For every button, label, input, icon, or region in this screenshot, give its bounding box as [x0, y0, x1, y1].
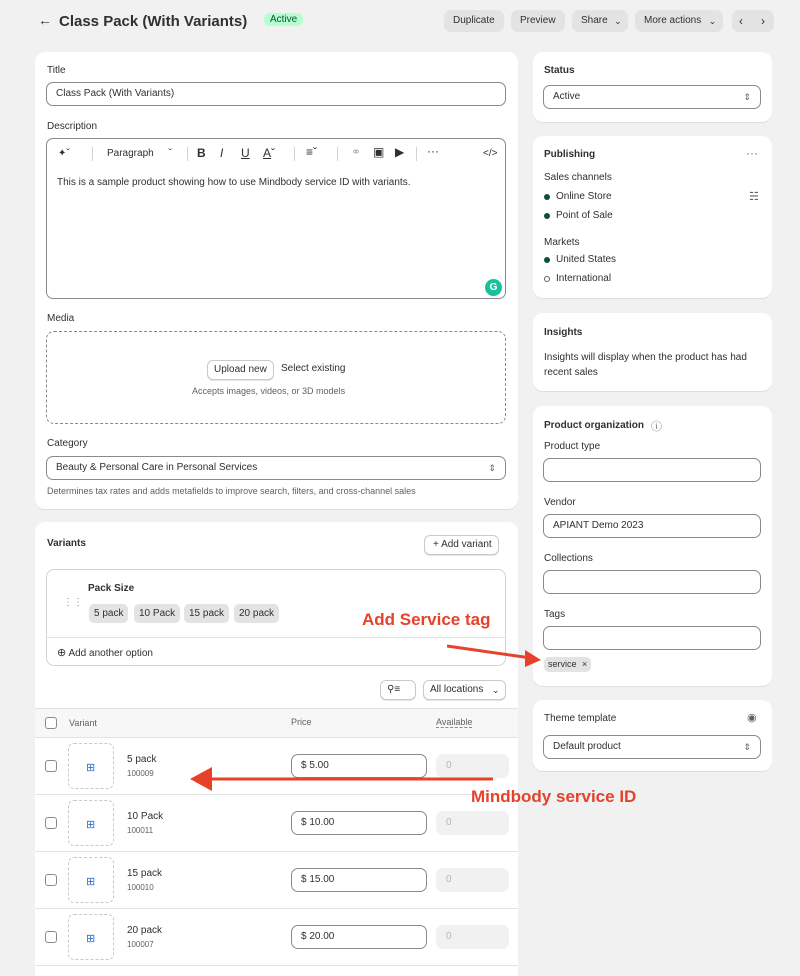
media-hint: Accepts images, videos, or 3D models: [192, 386, 346, 396]
sales-channels-label: Sales channels: [544, 172, 612, 183]
available-input[interactable]: 0: [436, 811, 509, 835]
toolbar-divider: [416, 147, 417, 161]
channel-item: Online Store: [556, 191, 612, 202]
title-input[interactable]: Class Pack (With Variants): [46, 82, 506, 106]
locations-filter-label: All locations: [430, 684, 484, 695]
tag-chip: [544, 657, 591, 672]
table-row[interactable]: [35, 908, 518, 965]
row-checkbox[interactable]: [45, 931, 57, 943]
publishing-card: [533, 136, 772, 298]
variant-sku: 100011: [127, 826, 154, 835]
price-value: 20.00: [309, 931, 335, 942]
add-image-icon: ⊞: [86, 819, 96, 831]
status-select[interactable]: [543, 85, 761, 109]
select-all-checkbox[interactable]: [45, 717, 57, 729]
tag-label: service: [548, 659, 577, 669]
available-input[interactable]: 0: [436, 754, 509, 778]
preview-eye-icon[interactable]: ◉: [747, 712, 757, 724]
table-row-bottom-divider: [35, 965, 518, 976]
media-label: Media: [47, 313, 75, 324]
channel-item: Point of Sale: [556, 210, 613, 221]
info-icon[interactable]: ⓘ: [651, 421, 662, 433]
filter-icon: ≡: [394, 684, 401, 695]
table-row[interactable]: [35, 794, 518, 851]
search-filter-button[interactable]: [380, 680, 416, 700]
text-color-icon[interactable]: Aˇ: [263, 146, 276, 160]
previous-product-icon[interactable]: ‹: [739, 14, 743, 28]
toolbar-divider: [92, 147, 93, 161]
price-column-header: Price: [291, 717, 312, 727]
status-heading: Status: [544, 65, 575, 76]
toolbar-divider: [337, 147, 338, 161]
description-editor[interactable]: [46, 138, 506, 299]
paragraph-select-label: Paragraph: [107, 148, 154, 159]
chevron-down-icon: ⌄: [708, 16, 717, 26]
bold-icon[interactable]: B: [197, 146, 206, 160]
status-badge: Active: [264, 13, 303, 26]
price-value: 5.00: [309, 760, 329, 771]
insights-card: [533, 313, 772, 391]
option-value-chip[interactable]: 10 Pack: [134, 604, 180, 623]
manage-channels-icon[interactable]: ☵: [749, 191, 759, 203]
theme-template-card: [533, 700, 772, 771]
next-product-icon[interactable]: ›: [761, 14, 765, 28]
option-value-chip[interactable]: 20 pack: [234, 604, 279, 623]
category-value: Beauty & Personal Care in Personal Services: [56, 462, 258, 473]
theme-template-label: Theme template: [544, 713, 617, 724]
status-value: Active: [553, 91, 581, 102]
page-header: [0, 0, 800, 44]
select-existing-link[interactable]: Select existing: [281, 363, 346, 374]
market-item: United States: [556, 254, 617, 265]
vendor-input[interactable]: APIANT Demo 2023: [543, 514, 761, 538]
add-option-button[interactable]: [57, 646, 153, 659]
variant-name: 20 pack: [127, 925, 163, 936]
service-id-annotation-arrow: [180, 762, 495, 796]
variant-sku: 100007: [127, 940, 154, 949]
image-icon[interactable]: ▣: [373, 145, 385, 159]
currency-symbol: $: [301, 817, 307, 828]
product-type-input[interactable]: [543, 458, 761, 482]
description-text: This is a sample product showing how to use Mindbody service ID with variants.: [57, 177, 411, 188]
select-arrows-icon: ⇕: [743, 92, 751, 102]
category-label: Category: [47, 438, 88, 449]
add-another-option-label: Add another option: [68, 648, 153, 659]
currency-symbol: $: [301, 931, 307, 942]
category-hint: Determines tax rates and adds metafields to improve search, filters, and cross-channel sales: [47, 486, 416, 496]
pagination-control: [732, 10, 774, 32]
available-input[interactable]: 0: [436, 868, 509, 892]
price-input[interactable]: [291, 811, 427, 835]
plus-icon: +: [433, 539, 439, 550]
link-icon[interactable]: ⚭: [351, 145, 362, 159]
underline-icon[interactable]: U: [241, 146, 250, 160]
select-arrows-icon: ⇕: [488, 463, 496, 473]
plus-circle-icon: ⊕: [57, 647, 67, 659]
toolbar-divider: [294, 147, 295, 161]
add-variant-label: Add variant: [441, 539, 492, 550]
product-organization-card: [533, 406, 772, 686]
magic-wand-icon[interactable]: ✦ˇ: [58, 148, 70, 159]
code-view-icon[interactable]: </>: [483, 148, 498, 159]
toolbar-divider: [187, 147, 188, 161]
vendor-label: Vendor: [544, 497, 576, 508]
markets-label: Markets: [544, 237, 580, 248]
available-input[interactable]: 0: [436, 925, 509, 949]
align-icon[interactable]: ≡ˇ: [306, 145, 317, 159]
add-image-icon: ⊞: [86, 933, 96, 945]
share-button[interactable]: [572, 10, 628, 32]
collections-input[interactable]: [543, 570, 761, 594]
drag-handle-icon[interactable]: ⋮⋮: [63, 597, 83, 608]
add-image-icon: ⊞: [86, 876, 96, 888]
available-column-header: Available: [436, 717, 473, 727]
option-value-chip[interactable]: 15 pack: [184, 604, 229, 623]
variant-sku: 100009: [127, 769, 154, 778]
add-service-tag-annotation: Add Service tag: [362, 610, 491, 629]
theme-template-select[interactable]: [543, 735, 761, 759]
tags-input[interactable]: [543, 626, 761, 650]
option-value-chip[interactable]: 5 pack: [89, 604, 128, 623]
insights-heading: Insights: [544, 327, 583, 338]
more-actions-button[interactable]: [635, 10, 723, 32]
status-card: [533, 52, 772, 122]
market-item: International: [556, 273, 612, 284]
row-checkbox[interactable]: [45, 817, 57, 829]
active-dot-icon: [544, 213, 550, 219]
inactive-dot-icon: [544, 276, 550, 282]
locations-filter[interactable]: [423, 680, 506, 700]
mindbody-service-id-annotation: Mindbody service ID: [471, 787, 637, 806]
chevron-down-icon: ⌄: [614, 16, 622, 26]
variant-column-header: Variant: [69, 718, 97, 728]
tag-annotation-arrow: [445, 640, 545, 670]
active-dot-icon: [544, 257, 550, 263]
description-label: Description: [47, 121, 98, 132]
more-formatting-icon[interactable]: ···: [427, 144, 439, 158]
row-checkbox[interactable]: [45, 874, 57, 886]
variant-name: 15 pack: [127, 868, 163, 879]
variant-image-placeholder[interactable]: [68, 743, 114, 789]
active-dot-icon: [544, 194, 550, 200]
duplicate-button[interactable]: Duplicate: [444, 10, 504, 32]
variant-sku: 100010: [127, 883, 154, 892]
title-label: Title: [47, 65, 66, 76]
insights-text: Insights will display when the product has had recent sales: [544, 352, 747, 378]
remove-tag-icon[interactable]: ×: [582, 659, 588, 669]
more-actions-label: More actions: [644, 15, 702, 26]
search-icon: ⚲: [387, 684, 395, 695]
italic-icon[interactable]: I: [220, 146, 224, 160]
option-separator: [47, 637, 505, 638]
add-variant-button[interactable]: [424, 535, 499, 555]
price-value: 10.00: [309, 817, 335, 828]
theme-template-value: Default product: [553, 741, 621, 752]
tags-label: Tags: [544, 609, 566, 620]
media-dropzone[interactable]: [46, 331, 506, 424]
paragraph-select[interactable]: [107, 148, 172, 159]
price-input[interactable]: [291, 925, 427, 949]
back-arrow-icon[interactable]: ←: [38, 12, 52, 28]
row-checkbox[interactable]: [45, 760, 57, 772]
more-options-icon[interactable]: ···: [746, 146, 758, 160]
variant-name: 10 Pack: [127, 811, 164, 822]
add-image-icon: ⊞: [86, 762, 96, 774]
variant-image-placeholder[interactable]: [68, 914, 114, 960]
video-icon[interactable]: ▶: [395, 145, 405, 159]
chevron-down-icon: ⌄: [491, 685, 500, 695]
table-row[interactable]: [35, 851, 518, 908]
collections-label: Collections: [544, 553, 593, 564]
preview-button[interactable]: Preview: [511, 10, 565, 32]
variant-image-placeholder[interactable]: [68, 857, 114, 903]
variants-table-header: [35, 708, 518, 737]
currency-symbol: $: [301, 874, 307, 885]
grammarly-icon[interactable]: G: [485, 279, 502, 296]
upload-new-button[interactable]: Upload new: [207, 360, 274, 380]
category-select[interactable]: [46, 456, 506, 480]
share-label: Share: [581, 15, 608, 26]
product-type-label: Product type: [544, 441, 601, 452]
chevron-down-icon: ˇ: [168, 148, 172, 159]
variants-heading: Variants: [47, 538, 86, 549]
option-name: Pack Size: [88, 583, 135, 594]
price-input[interactable]: [291, 868, 427, 892]
page-title: Class Pack (With Variants): [59, 13, 248, 30]
price-value: 15.00: [309, 874, 335, 885]
organization-heading: Product organization: [544, 420, 644, 431]
publishing-heading: Publishing: [544, 149, 596, 160]
currency-symbol: $: [301, 760, 307, 771]
variant-image-placeholder[interactable]: [68, 800, 114, 846]
variant-name: 5 pack: [127, 754, 157, 765]
select-arrows-icon: ⇕: [743, 742, 751, 752]
